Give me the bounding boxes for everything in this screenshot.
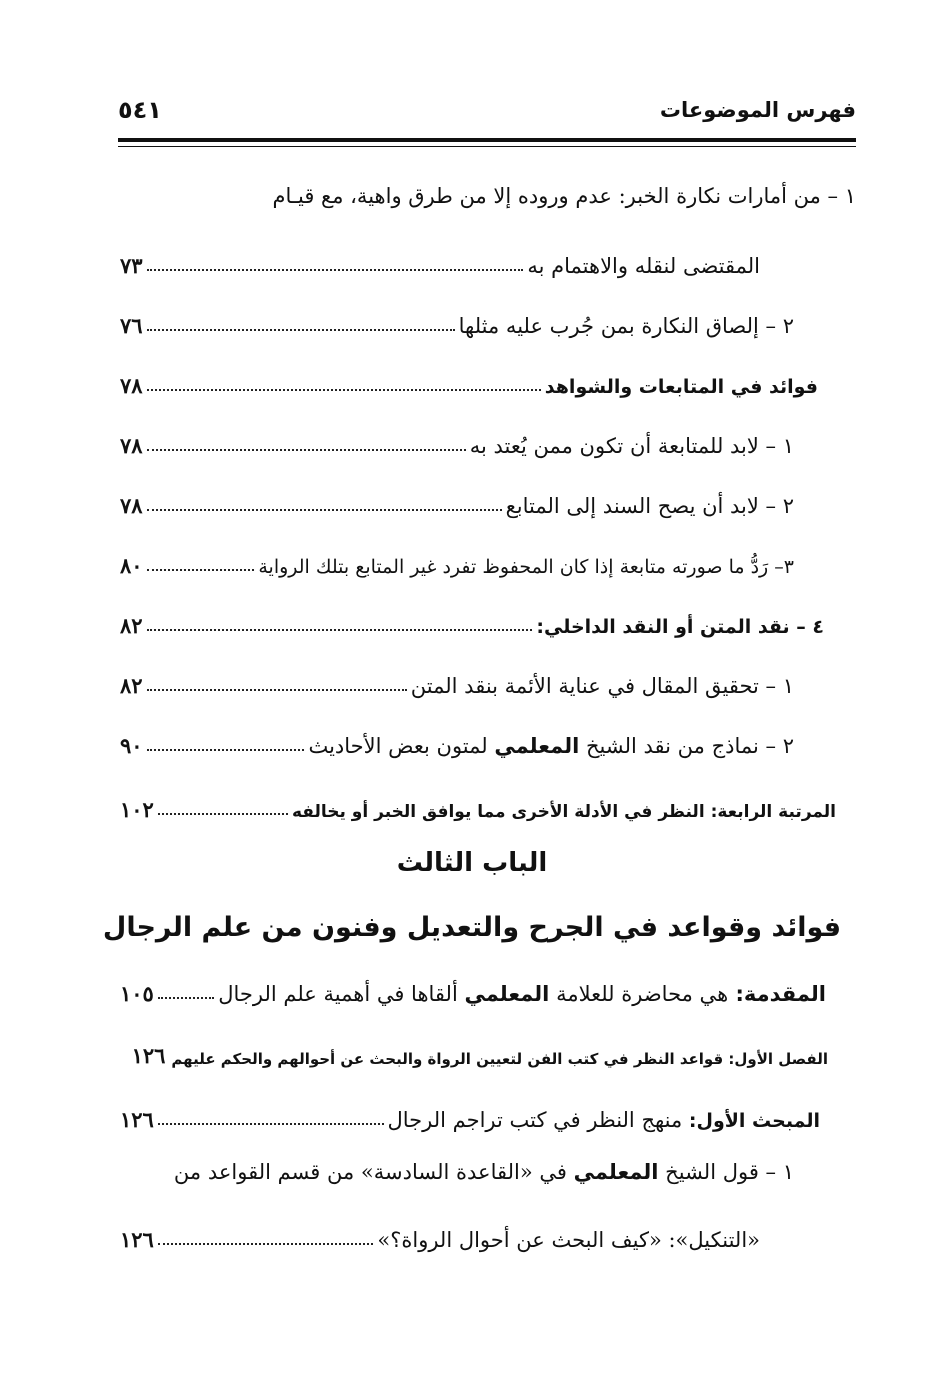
leader-dots (158, 1122, 384, 1125)
toc-page-number: ١٢٦ (120, 1107, 154, 1132)
toc-page-number: ٨٠ (120, 553, 143, 578)
leader-dots (147, 448, 466, 451)
toc-entry-heading (120, 1034, 828, 1068)
part-subtitle: فوائد وقواعد في الجرح والتعديل وفنون من علم الرجال (102, 912, 842, 943)
toc-page-number: ٧٨ (120, 433, 143, 458)
toc-page-number: ٩٠ (120, 733, 143, 758)
page-header (118, 92, 856, 132)
toc-entry-line (174, 1160, 794, 1184)
toc-page-number: ١٠٢ (120, 797, 154, 822)
toc-entry-text: ١ – تحقيق المقال في عناية الأئمة بنقد المتن (410, 674, 794, 698)
leader-dots (147, 508, 502, 511)
leader-dots (147, 748, 305, 751)
toc-entry (120, 724, 794, 758)
toc-entry-text-part: هي محاضرة للعلامة (549, 982, 729, 1006)
toc-entry-text: ١ – من أمارات نكارة الخبر: عدم وروده إلا من طرق واهية، مع قيـام (272, 184, 856, 208)
toc-entry (120, 664, 794, 698)
toc-entry (120, 544, 794, 578)
leader-dots (147, 688, 407, 691)
leader-dots (158, 996, 214, 999)
toc-entry (120, 304, 794, 338)
toc-entry-text-part: ٢ – نماذج من نقد الشيخ (579, 734, 794, 758)
toc-entry-text-part: ١ – قول الشيخ (658, 1160, 794, 1184)
toc-entry-text (388, 1108, 821, 1132)
toc-entry-text-part: ألقاها في أهمية علم الرجال (218, 982, 465, 1006)
toc-entry-text: «التنكيل»: «كيف البحث عن أحوال الرواة؟» (377, 1228, 760, 1252)
toc-entry (120, 484, 794, 518)
header-rule-thin (118, 146, 856, 147)
leader-dots (158, 812, 288, 815)
toc-entry-text: ٢ – لابد أن يصح السند إلى المتابع (505, 494, 794, 518)
page-number: ٥٤١ (118, 96, 162, 124)
toc-entry-text: ٢ – إلصاق النكارة بمن جُرب عليه مثلها (458, 314, 794, 338)
toc-entry-text-part: منهج النظر في كتب تراجم الرجال (387, 1108, 683, 1132)
toc-entry-text: ٤ – نقد المتن أو النقد الداخلي: (536, 616, 824, 638)
toc-entry-heading (120, 604, 824, 638)
toc-page-number: ١٠٥ (120, 981, 154, 1006)
toc-entry (120, 244, 760, 278)
toc-entry-bold-name: المعلمي (494, 734, 580, 758)
part-title: الباب الثالث (396, 848, 548, 878)
toc-entry-text: ٣– رَدُّ ما صورته متابعة إذا كان المحفوظ تفرد غير المتابع بتلك الرواية (258, 556, 794, 578)
leader-dots (158, 1242, 374, 1245)
toc-entry-line (272, 184, 856, 208)
toc-page-number: ٧٣ (120, 253, 143, 278)
leader-dots (147, 628, 533, 631)
toc-entry (120, 1218, 760, 1252)
toc-entry-text: فوائد في المتابعات والشواهد (544, 376, 818, 398)
toc-entry (120, 1098, 820, 1132)
toc-entry (120, 972, 826, 1006)
toc-entry-bold-name: المعلمي (464, 982, 550, 1006)
toc-entry-text (218, 982, 826, 1006)
toc-entry-text: ١ – لابد للمتابعة أن تكون ممن يُعتد به (469, 434, 794, 458)
toc-page-number: ١٢٦ (120, 1227, 154, 1252)
header-title: فهرس الموضوعات (659, 98, 856, 122)
toc-entry-heading (120, 788, 836, 822)
toc-page-number: ٧٨ (120, 373, 143, 398)
toc-page-number: ٨٢ (120, 673, 143, 698)
toc-entry (120, 424, 794, 458)
toc-page-number: ٧٨ (120, 493, 143, 518)
toc-page-number: ١٢٦ (131, 1043, 166, 1068)
leader-dots (147, 568, 255, 571)
toc-page-number: ٧٦ (120, 313, 143, 338)
toc-entry-bold-name: المعلمي (573, 1160, 659, 1184)
toc-entry-text (308, 734, 794, 758)
leader-dots (147, 268, 524, 271)
toc-page-number: ٨٢ (120, 613, 143, 638)
toc-entry-text: المقتضى لنقله والاهتمام به (527, 254, 760, 278)
toc-entry-text-part: لمتون بعض الأحاديث (308, 734, 495, 758)
toc-entry-text: المرتبة الرابعة: النظر في الأدلة الأخرى مما يوافق الخبر أو يخالفه (291, 802, 836, 822)
leader-dots (147, 328, 455, 331)
toc-entry-bold-label: المقدمة: (728, 982, 826, 1006)
toc-entry-heading (120, 364, 818, 398)
toc-entry-text-part: في «القاعدة السادسة» من قسم القواعد من (173, 1160, 574, 1184)
header-rule-thick (118, 138, 856, 142)
leader-dots (147, 388, 541, 391)
toc-entry-text: الفصل الأول: قواعد النظر في كتب الفن لتعيين الرواة والبحث عن أحوالهم والحكم عليهم (171, 1050, 828, 1068)
toc-entry-bold-label: المبحث الأول: (682, 1110, 820, 1132)
